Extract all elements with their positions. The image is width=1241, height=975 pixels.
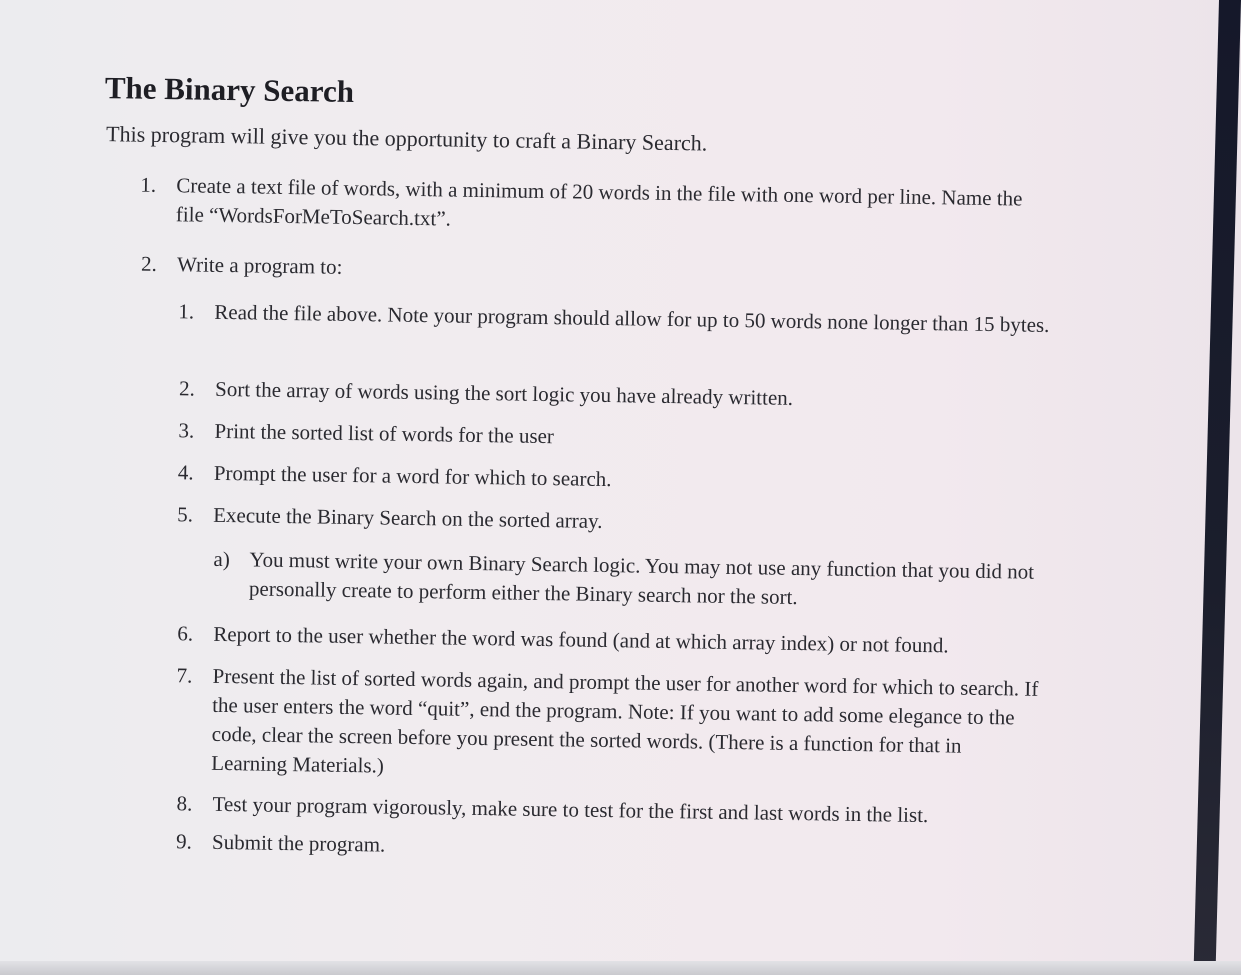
intro-paragraph: This program will give you the opportunity to craft a Binary Search. [105,121,708,156]
substep-text: Sort the array of words using the sort logic you have already written. [214,376,794,410]
substep-8 [176,790,1092,833]
substep-number: 1. [178,299,195,324]
step-number: 2. [140,251,158,276]
step-text: Write a program to: [176,252,343,279]
substep-text: Prompt the user for a word for which to search. [213,460,612,492]
substep-3 [178,417,1094,460]
substep-number: 3. [178,418,195,443]
substep-text: Print the sorted list of words for the user [214,418,555,449]
substep-number: 2. [178,376,196,401]
note-a [213,545,1050,616]
substep-number: 5. [176,502,194,527]
substep-text: Read the file above. Note your program should allow for up to 50 words none longer than 15 bytes. [214,299,1050,337]
note-text: You must write your own Binary Search logic. You may not use any function that you did not personally create to perform either the Binary search nor the sort. [248,547,1035,610]
step-2 [140,250,1057,293]
step-number: 1. [140,172,157,197]
substep-2 [178,375,1095,418]
step-text: Create a text file of words, with a minimum of 20 words in the file with one word per line. Name the file “WordsForMeToSearch.txt”. [175,173,1023,231]
document-title: The Binary Search [104,70,355,109]
monitor-bezel-bottom [0,961,1241,975]
substep-6 [177,620,1093,663]
substep-number: 9. [175,829,192,854]
note-letter: a) [213,546,231,572]
substep-text: Present the list of sorted words again, and prompt the user for another word for which to search. If the user enters the word “quit”, end the program. Note: If you want to add some elegance to the code, clear the screen before you present the sorted words. (There is a function for that in Learning Materials.) [211,663,1039,778]
substep-text: Report to the user whether the word was found (and at which array index) or not found. [213,621,949,658]
substep-1 [178,298,1064,340]
substep-text: Test your program vigorously, make sure to test for the first and last words in the list. [212,791,929,828]
substep-5 [176,501,1093,544]
substep-4 [177,459,1094,502]
substep-9 [175,828,1092,871]
substep-number: 6. [177,621,194,646]
substep-text: Execute the Binary Search on the sorted array. [212,502,603,533]
substep-number: 7. [176,663,193,688]
substep-number: 8. [176,791,193,816]
substep-text: Submit the program. [211,829,386,857]
substep-7 [176,662,1043,791]
step-1 [140,171,1047,243]
substep-number: 4. [177,460,194,485]
